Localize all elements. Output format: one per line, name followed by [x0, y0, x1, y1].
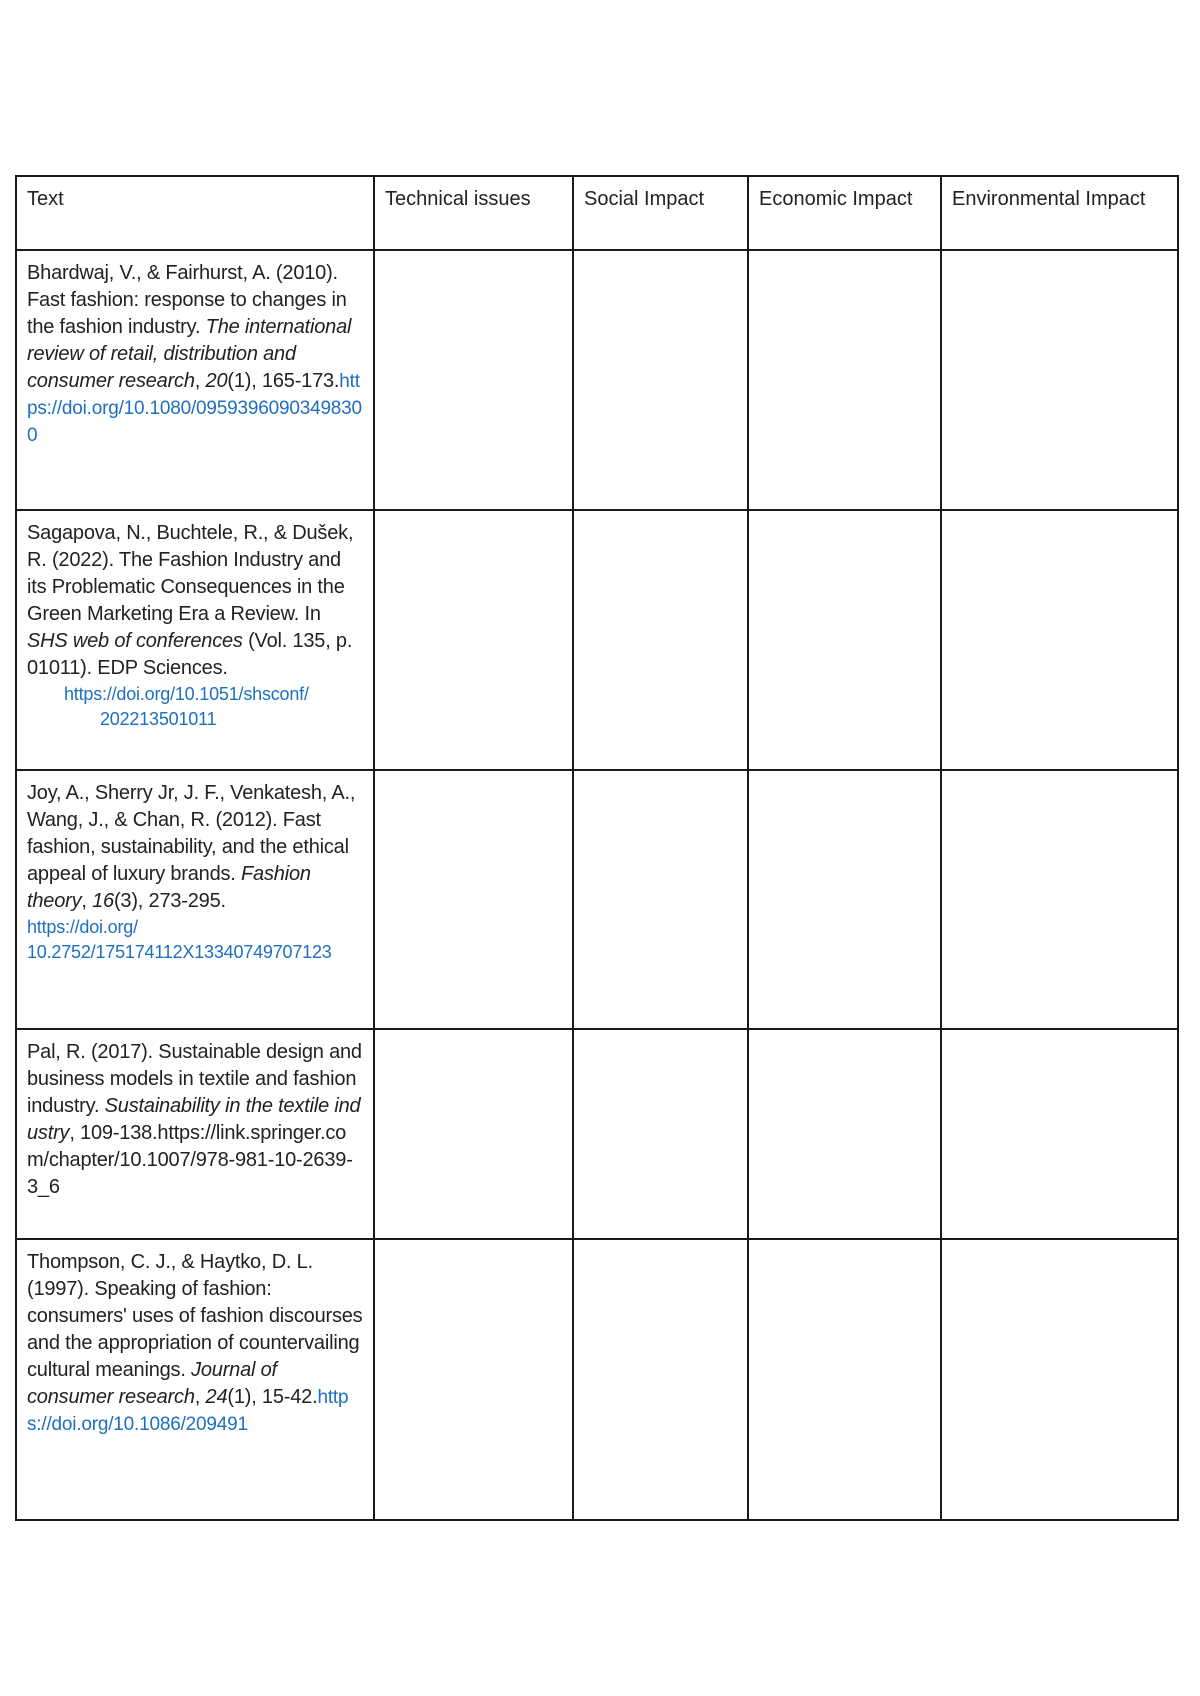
social-impact-cell[interactable]: [573, 1239, 748, 1520]
technical-issues-cell[interactable]: [374, 1239, 573, 1520]
table-row: [16, 770, 1178, 1029]
economic-impact-cell[interactable]: [748, 510, 941, 770]
literature-review-table: [15, 175, 1179, 1521]
technical-issues-cell[interactable]: [374, 510, 573, 770]
journal-title: Journal of consumer research: [27, 1359, 277, 1408]
environmental-impact-cell[interactable]: [941, 510, 1178, 770]
technical-issues-cell[interactable]: [374, 250, 573, 510]
technical-issues-cell[interactable]: [374, 770, 573, 1029]
social-impact-cell[interactable]: [573, 1029, 748, 1239]
social-impact-cell[interactable]: [573, 510, 748, 770]
reference-cell: [16, 1239, 374, 1520]
social-impact-cell[interactable]: [573, 250, 748, 510]
journal-title: The international review of retail, distribution and consumer research: [27, 316, 352, 392]
economic-impact-cell[interactable]: [748, 1239, 941, 1520]
journal-volume: 24: [205, 1386, 228, 1408]
environmental-impact-cell[interactable]: [941, 1029, 1178, 1239]
reference-pages: (3), 273-295.: [113, 890, 226, 912]
doi-link[interactable]: https://doi.org/10.1051/shsconf/: [64, 684, 309, 704]
table-row: [16, 1029, 1178, 1239]
header-environmental-impact: Environmental Impact: [941, 176, 1178, 250]
reference-pages: (Vol. 135, p. 01011). EDP Sciences.: [27, 630, 353, 679]
reference-pages: (1), 165-173.: [227, 370, 340, 392]
reference-pages: , 109-138.https://link.springer.com/chapter/10.1007/978-981-10-2639-3_6: [27, 1122, 353, 1198]
reference-text: Bhardwaj, V., & Fairhurst, A. (2010). Fast fashion: response to changes in the fashion industry.: [27, 262, 347, 338]
reference-text: Joy, A., Sherry Jr, J. F., Venkatesh, A., Wang, J., & Chan, R. (2012). Fast fashion, sustainability, and the ethical appeal of luxury brands.: [27, 782, 356, 885]
economic-impact-cell[interactable]: [748, 1029, 941, 1239]
header-social-impact: Social Impact: [573, 176, 748, 250]
reference-cell: [16, 510, 374, 770]
reference-text: Pal, R. (2017). Sustainable design and business models in textile and fashion industry.: [27, 1041, 362, 1117]
table-row: [16, 250, 1178, 510]
environmental-impact-cell[interactable]: [941, 250, 1178, 510]
table-row: [16, 510, 1178, 770]
header-row: [16, 176, 1178, 250]
doi-link-continued[interactable]: 10.2752/175174112X13340749707123: [27, 942, 332, 962]
reference-separator: ,: [81, 890, 93, 912]
social-impact-cell[interactable]: [573, 770, 748, 1029]
reference-pages: (1), 15-42.: [227, 1386, 318, 1408]
table-row: [16, 1239, 1178, 1520]
journal-volume: 20: [205, 370, 228, 392]
reference-separator: ,: [194, 370, 206, 392]
economic-impact-cell[interactable]: [748, 770, 941, 1029]
journal-title: SHS web of conferences: [27, 630, 243, 652]
header-technical-issues: Technical issues: [374, 176, 573, 250]
economic-impact-cell[interactable]: [748, 250, 941, 510]
journal-title: Sustainability in the textile industry: [27, 1095, 361, 1144]
reference-text: Thompson, C. J., & Haytko, D. L. (1997). Speaking of fashion: consumers' uses of fashion discourses and the appropriation of countervailing cultural meanings.: [27, 1251, 363, 1381]
reference-cell: [16, 250, 374, 510]
technical-issues-cell[interactable]: [374, 1029, 573, 1239]
doi-link[interactable]: https://doi.org/10.1086/209491: [27, 1387, 349, 1435]
doi-link[interactable]: https://doi.org/: [27, 917, 138, 937]
journal-volume: 16: [92, 890, 114, 912]
journal-title: Fashion theory: [27, 863, 311, 912]
header-economic-impact: Economic Impact: [748, 176, 941, 250]
doi-link-continued[interactable]: 202213501011: [100, 709, 217, 729]
environmental-impact-cell[interactable]: [941, 770, 1178, 1029]
reference-cell: [16, 1029, 374, 1239]
environmental-impact-cell[interactable]: [941, 1239, 1178, 1520]
reference-text: Sagapova, N., Buchtele, R., & Dušek, R. (2022). The Fashion Industry and its Problematic Consequences in the Green Marketing Era a Review. In: [27, 522, 354, 625]
reference-cell: [16, 770, 374, 1029]
reference-separator: ,: [194, 1386, 206, 1408]
header-text: Text: [16, 176, 374, 250]
doi-link[interactable]: https://doi.org/10.1080/09593960903498300: [27, 371, 362, 446]
